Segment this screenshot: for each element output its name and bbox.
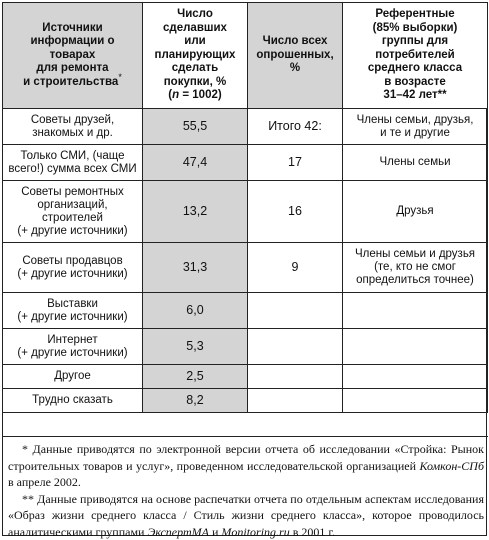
header-purchasers-share: [143, 3, 248, 109]
table-row: [3, 329, 488, 365]
footnote-text: и: [209, 525, 221, 539]
source-line: Советы ремонтных: [21, 186, 124, 198]
source-line: (+ другие источники): [17, 311, 127, 323]
group-line: Члены семьи и друзья: [355, 248, 475, 260]
source-cell: [3, 109, 143, 145]
header-groups-line: потребителей: [375, 49, 454, 61]
share-cell: 2,5: [143, 365, 248, 389]
source-cell: [3, 145, 143, 181]
source-cell: [3, 293, 143, 329]
group-cell: [343, 145, 488, 181]
footnote-1: [8, 441, 484, 491]
surveyed-cell: [248, 293, 343, 329]
header-groups-line: среднего класса: [368, 62, 462, 74]
footnote-marker: **: [22, 492, 34, 506]
header-sources-line: для ремонта: [36, 62, 108, 74]
source-line: Советы продавцов: [22, 255, 122, 267]
header-sources-line: и строительства: [23, 76, 118, 88]
header-share-line: Число: [177, 8, 213, 20]
table-row: [3, 389, 488, 413]
header-groups-line: группы для: [382, 35, 448, 47]
group-line: Друзья: [396, 205, 433, 217]
table-row: [3, 145, 488, 181]
header-groups-line: Референтные: [375, 8, 454, 20]
source-line: (+ другие источники): [17, 268, 127, 280]
source-cell: [3, 181, 143, 243]
header-groups-line: в возрасте: [384, 76, 446, 88]
footnote-marker: *: [118, 72, 122, 82]
source-cell: [3, 329, 143, 365]
footnote-text: в 2001 г.: [290, 525, 335, 539]
source-line: (+ другие источники): [17, 225, 127, 237]
share-cell: 47,4: [143, 145, 248, 181]
table-row: [3, 365, 488, 389]
source-line: Советы друзей,: [31, 114, 114, 126]
surveyed-cell: [248, 389, 343, 413]
header-share-n: n: [172, 89, 179, 101]
source-line: знакомых и др.: [32, 127, 113, 139]
header-sources-line: Источники: [42, 22, 102, 34]
source-line: Только СМИ, (чаще: [20, 150, 124, 162]
group-cell: [343, 389, 488, 413]
table-row: [3, 293, 488, 329]
header-groups-line: 31–42 лет**: [383, 89, 446, 101]
header-sources: [3, 3, 143, 109]
source-cell: [3, 365, 143, 389]
footnotes: [3, 436, 488, 540]
group-cell: [343, 293, 488, 329]
footnote-org: Monitoring.ru: [221, 525, 289, 539]
header-surveyed-line: %: [290, 62, 300, 74]
footnote-marker: *: [22, 442, 28, 456]
table-row: [3, 109, 488, 145]
share-cell: 8,2: [143, 389, 248, 413]
surveyed-cell: [248, 365, 343, 389]
share-cell: 6,0: [143, 293, 248, 329]
source-cell: [3, 243, 143, 293]
group-cell: [343, 329, 488, 365]
footnote-org: ЭкспертМА: [147, 525, 209, 539]
header-share-line: планирующих: [155, 49, 236, 61]
source-line: всего!) сумма всех СМИ: [8, 163, 136, 175]
footnote-2: [8, 491, 484, 540]
surveyed-cell: 9: [248, 243, 343, 293]
document-page: [2, 2, 487, 536]
group-cell: [343, 365, 488, 389]
header-reference-groups: [343, 3, 488, 109]
source-line: Интернет: [47, 334, 97, 346]
group-cell: [343, 181, 488, 243]
header-share-line: = 1002): [179, 89, 222, 101]
surveyed-cell: Итого 42:: [248, 109, 343, 145]
group-line: Члены семьи: [379, 156, 450, 168]
footnote-text: в апреле 2002.: [8, 475, 81, 489]
header-share-line: или: [184, 35, 205, 47]
header-groups-line: (85% выборки): [373, 22, 458, 34]
footnote-text: Данные приводятся по электронной версии отчета об исследовании «Стройка: Рынок строительных товаров и услуг», проведенном исследовательской организацией: [8, 442, 484, 473]
table-row: [3, 181, 488, 243]
source-line: организаций,: [37, 199, 107, 211]
source-line: Трудно сказать: [32, 394, 113, 406]
header-sources-line: информации о: [30, 35, 114, 47]
group-cell: [343, 109, 488, 145]
table-row: [3, 243, 488, 293]
group-line: (те, кто не смог: [374, 261, 456, 273]
header-share-line: сделать: [172, 62, 219, 74]
share-cell: 55,5: [143, 109, 248, 145]
header-share-line: покупки, %: [164, 76, 227, 88]
group-cell: [343, 243, 488, 293]
surveyed-cell: 17: [248, 145, 343, 181]
header-surveyed-line: опрошенных,: [256, 49, 333, 61]
surveyed-cell: [248, 329, 343, 365]
footnote-text: Данные приводятся на основе распечатки отчета по отдельным аспектам исследования «Образ жизни среднего класса / Стиль жизни среднего класса», которое проводилось аналитическими группами: [8, 492, 484, 539]
source-line: (+ другие источники): [17, 347, 127, 359]
header-share-line: сделавших: [163, 22, 227, 34]
source-line: строителей: [42, 212, 103, 224]
group-line: определиться точнее): [356, 274, 474, 286]
source-cell: [3, 389, 143, 413]
survey-table: [2, 2, 488, 413]
footnote-org: Комкон-СПб: [419, 459, 484, 473]
header-share-line: (: [168, 89, 172, 101]
header-row: [3, 3, 488, 109]
share-cell: 13,2: [143, 181, 248, 243]
header-sources-line: товарах: [50, 49, 96, 61]
group-line: Члены семьи, друзья,: [357, 114, 474, 126]
group-line: и те и другие: [380, 127, 450, 139]
share-cell: 31,3: [143, 243, 248, 293]
header-surveyed-share: [248, 3, 343, 109]
source-line: Выставки: [47, 298, 98, 310]
source-line: Другое: [54, 370, 91, 382]
header-surveyed-line: Число всех: [263, 35, 328, 47]
surveyed-cell: 16: [248, 181, 343, 243]
share-cell: 5,3: [143, 329, 248, 365]
